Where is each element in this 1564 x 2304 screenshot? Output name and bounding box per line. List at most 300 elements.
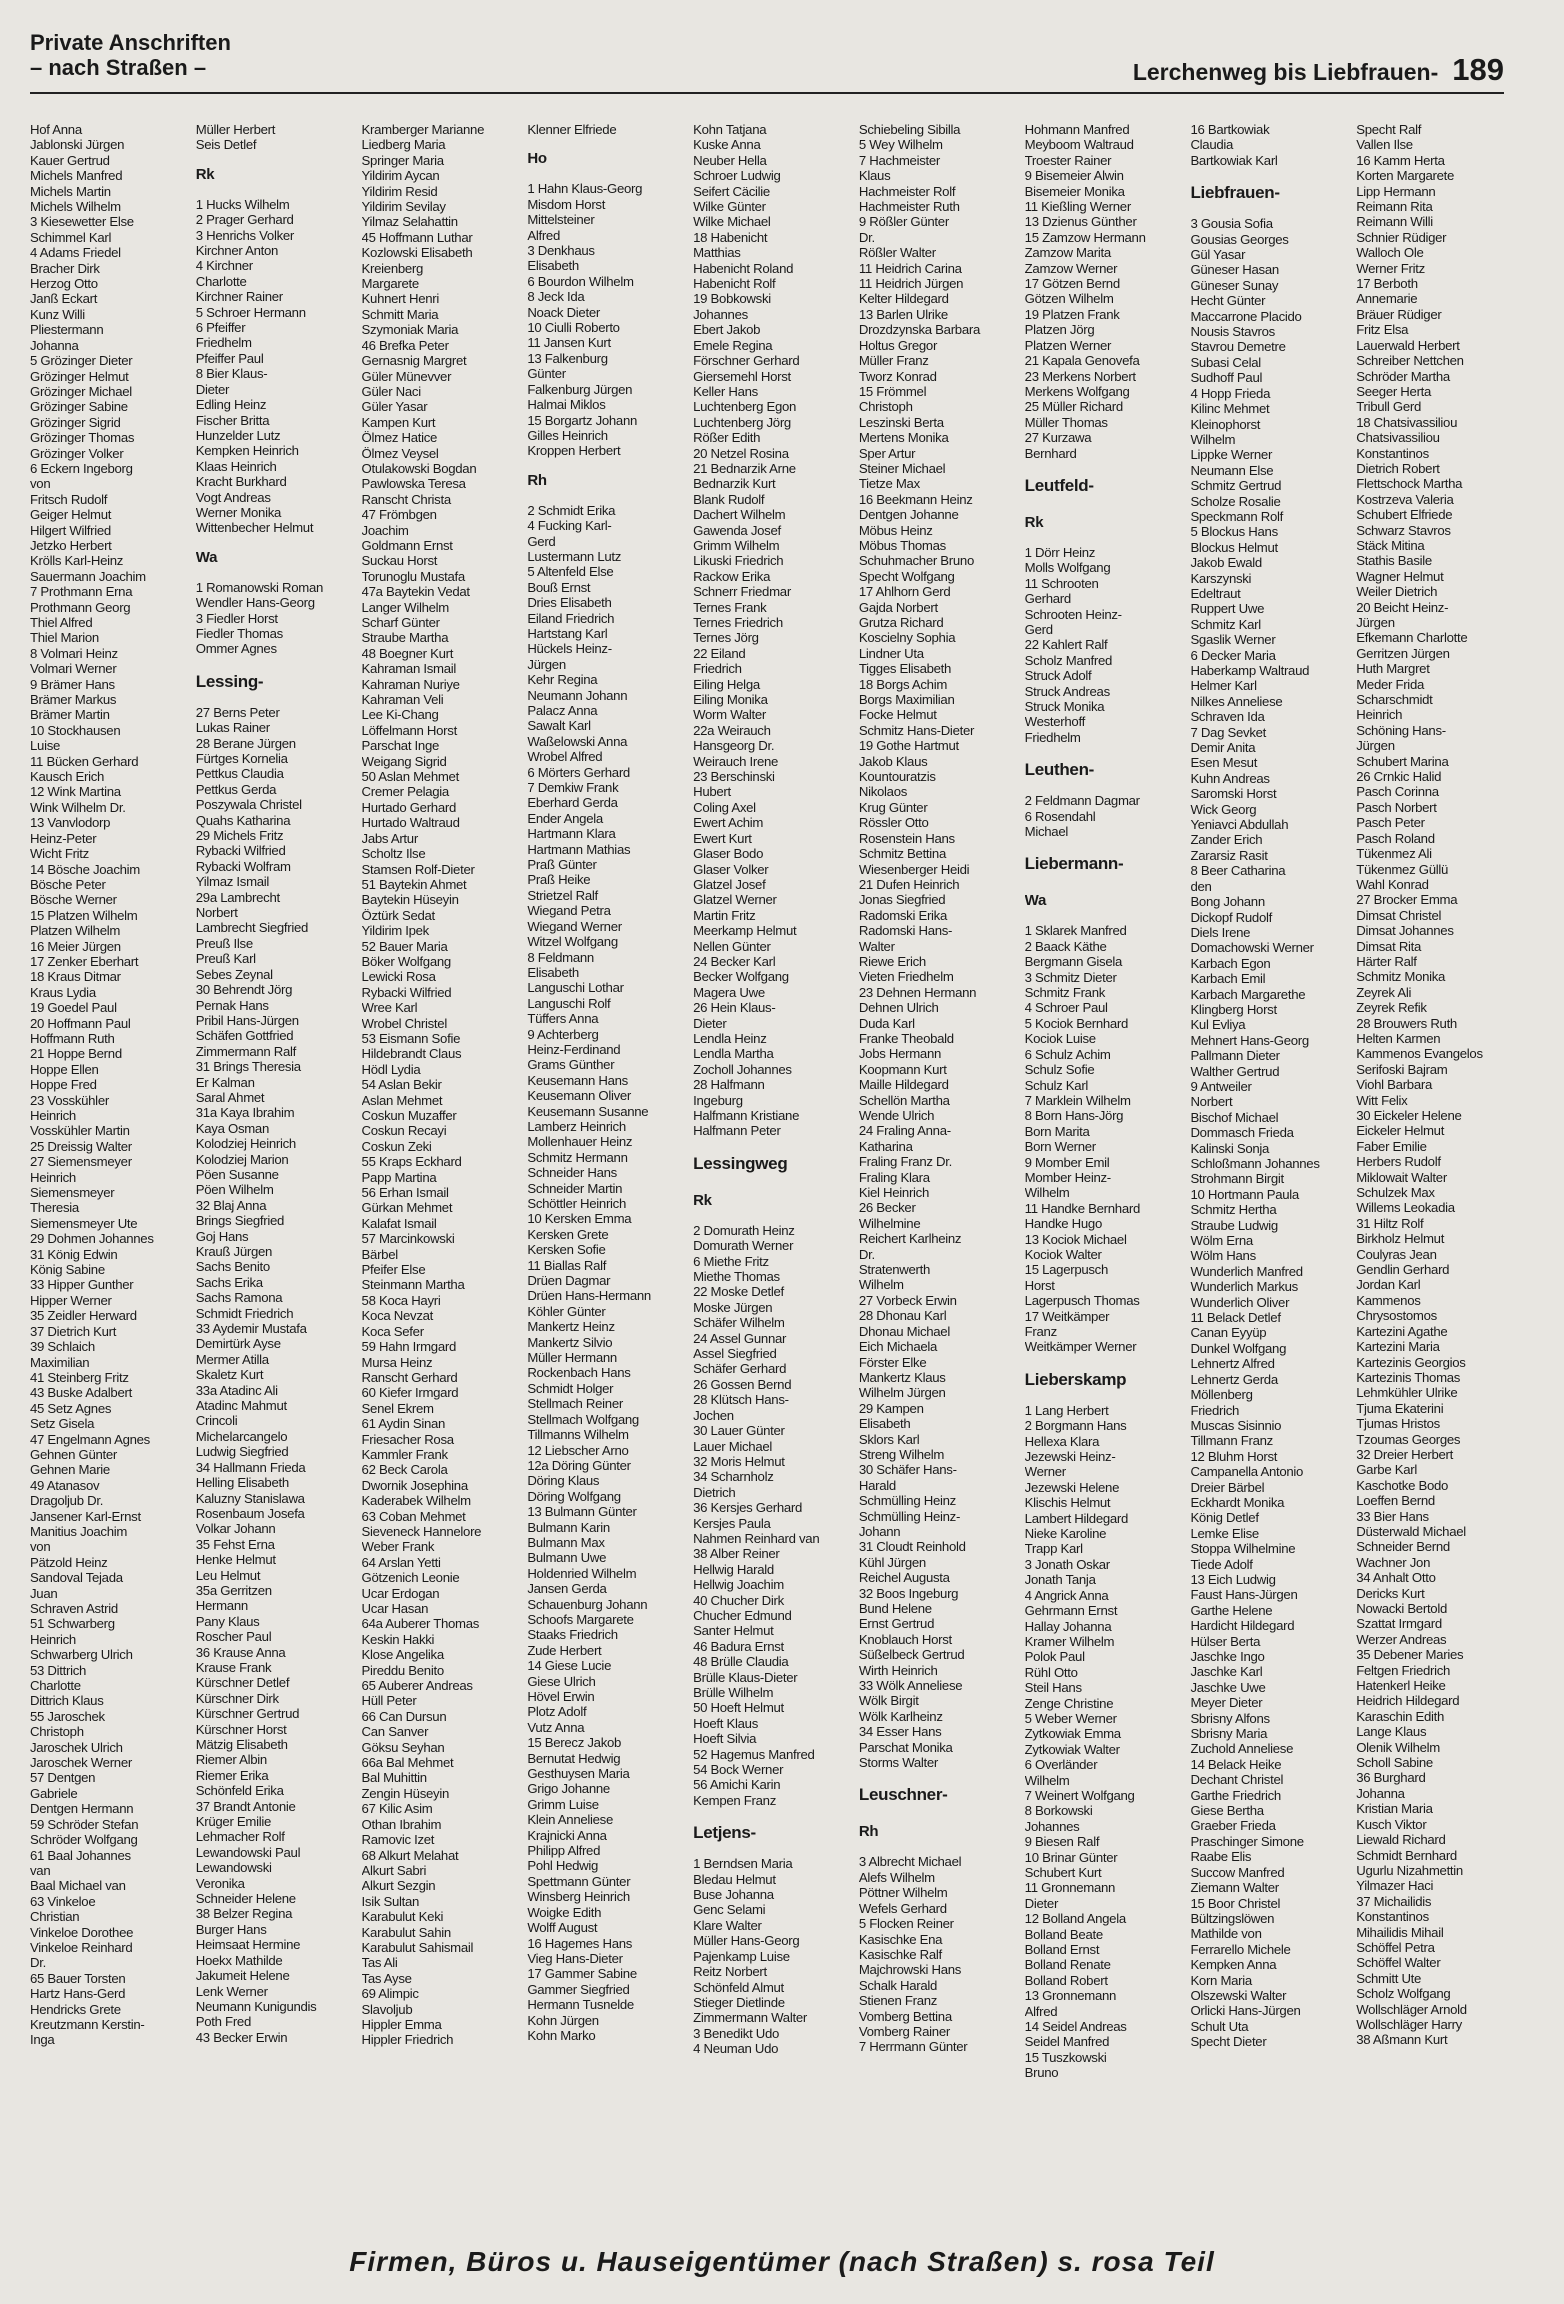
resident-entry: Klaas Heinrich: [195, 458, 277, 474]
resident-entry: Ludwig Siegfried: [195, 1444, 289, 1460]
resident-entry: Schöning Hans-: [1356, 722, 1446, 738]
resident-entry: Hartstang Karl: [527, 625, 608, 641]
resident-entry: Walter: [858, 938, 895, 954]
resident-entry: Zararsiz Rasit: [1190, 847, 1268, 863]
resident-entry: Müller Hermann: [527, 1350, 617, 1366]
resident-entry: Kuhn Andreas: [1190, 770, 1270, 786]
resident-entry: Theresia: [30, 1200, 79, 1216]
resident-entry: 50 Aslan Mehmet: [361, 769, 459, 785]
resident-entry: 28 Halfmann: [693, 1077, 765, 1093]
resident-entry: Yilmazer Haci: [1356, 1878, 1434, 1894]
resident-entry: 30 Lauer Günter: [693, 1423, 785, 1439]
resident-entry: Hückels Heinz-: [527, 641, 612, 657]
resident-entry: Mankertz Heinz: [527, 1319, 615, 1335]
resident-entry: Pawlowska Teresa: [361, 476, 466, 492]
resident-entry: Becker Wolfgang: [693, 969, 789, 985]
district-code: Rh: [858, 1823, 879, 1841]
resident-entry: Kramberger Marianne: [361, 122, 485, 137]
resident-entry: 28 Klütsch Hans-: [693, 1392, 789, 1408]
resident-entry: 25 Müller Richard: [1024, 399, 1123, 415]
resident-entry: Stienen Franz: [858, 1993, 938, 2009]
resident-entry: Wolff August: [527, 1920, 598, 1936]
resident-entry: Dimsat Rita: [1356, 938, 1422, 954]
resident-entry: Bültzingslöwen: [1190, 1910, 1275, 1926]
resident-entry: Siemensmeyer Ute: [30, 1215, 138, 1231]
resident-entry: Fischer Britta: [195, 412, 270, 428]
resident-entry: 9 Rößler Günter: [858, 214, 949, 230]
resident-entry: Wölm Hans: [1190, 1248, 1256, 1264]
resident-entry: Pfeiffer Paul: [195, 350, 264, 366]
resident-entry: Möllenberg: [1190, 1387, 1253, 1403]
resident-entry: Keusemann Susanne: [527, 1103, 649, 1119]
resident-entry: 29 Michels Fritz: [195, 828, 284, 844]
resident-entry: Hof Anna: [30, 122, 82, 137]
spacer: [1190, 168, 1348, 176]
resident-entry: 47 Engelmann Agnes: [30, 1431, 150, 1447]
resident-entry: Speckmann Rolf: [1190, 508, 1283, 524]
resident-entry: Schrooten Heinz-: [1024, 606, 1122, 622]
resident-entry: Glatzel Werner: [693, 892, 777, 908]
resident-entry: Kasischke Ralf: [858, 1946, 942, 1962]
resident-entry: 27 Vorbeck Erwin: [858, 1292, 957, 1308]
resident-entry: Lange Klaus: [1356, 1724, 1427, 1740]
resident-entry: 45 Setz Agnes: [30, 1400, 112, 1416]
resident-entry: Pettkus Gerda: [195, 781, 277, 797]
resident-entry: Fürtges Kornelia: [195, 751, 288, 766]
resident-entry: Elisabeth: [858, 1416, 911, 1432]
resident-entry: Bulmann Karin: [527, 1519, 610, 1535]
resident-entry: Bulmann Max: [527, 1534, 605, 1550]
resident-entry: Kociok Luise: [1024, 1031, 1096, 1047]
resident-entry: Reitz Norbert: [693, 1964, 767, 1980]
resident-entry: Jonath Tanja: [1024, 1572, 1096, 1588]
resident-entry: Maccarrone Placido: [1190, 308, 1302, 324]
resident-entry: Nikolaos: [858, 784, 908, 800]
resident-entry: Eiling Monika: [693, 692, 768, 708]
resident-entry: Zeyrek Ali: [1356, 984, 1412, 1000]
resident-entry: Duda Karl: [858, 1015, 915, 1031]
resident-entry: Hoeft Klaus: [693, 1715, 758, 1731]
resident-entry: Raabe Elis: [1190, 1849, 1252, 1865]
resident-entry: 19 Gothe Hartmut: [858, 738, 959, 754]
resident-entry: Blank Rudolf: [693, 491, 765, 507]
resident-entry: Kammler Frank: [361, 1446, 448, 1462]
resident-entry: 13 Barlen Ulrike: [858, 306, 948, 322]
resident-entry: Vieg Hans-Dieter: [527, 1950, 623, 1966]
resident-entry: Thiel Marion: [30, 630, 99, 646]
resident-entry: Sudhoff Paul: [1190, 370, 1263, 386]
resident-entry: Holdenried Wilhelm: [527, 1565, 637, 1581]
district-code: Wa: [1024, 892, 1046, 910]
district-code: Wa: [195, 548, 218, 566]
resident-entry: 29 Kampen: [858, 1400, 924, 1416]
resident-entry: Krug Günter: [858, 799, 928, 815]
resident-entry: Schalk Harald: [858, 1977, 938, 1993]
resident-entry: Merkens Wolfgang: [1024, 383, 1130, 399]
resident-entry: Praß Günter: [527, 857, 597, 873]
resident-entry: Bund Helene: [858, 1601, 932, 1616]
resident-entry: Matthias: [693, 245, 741, 261]
resident-entry: Schöffel Walter: [1356, 1955, 1441, 1971]
resident-entry: Ternes Friedrich: [693, 615, 783, 630]
spacer: [1025, 879, 1183, 887]
resident-entry: Heinrich: [30, 1108, 76, 1123]
resident-entry: Claudia: [1190, 137, 1234, 153]
resident-entry: Rybacki Wilfried: [195, 843, 286, 859]
resident-entry: Ebert Jakob: [693, 322, 761, 338]
resident-entry: 10 Kersken Emma: [527, 1211, 632, 1227]
resident-entry: Meerkamp Helmut: [693, 923, 797, 939]
resident-entry: Ölmez Veysel: [361, 445, 439, 461]
resident-entry: Troester Rainer: [1024, 152, 1112, 168]
resident-entry: Esen Mesut: [1190, 755, 1258, 771]
resident-entry: Bösche Peter: [30, 876, 106, 892]
resident-entry: Schubert Kurt: [1024, 1865, 1102, 1880]
resident-entry: 8 Bier Klaus-: [195, 366, 268, 382]
resident-entry: Vieten Friedhelm: [858, 969, 954, 985]
resident-entry: den: [1190, 878, 1212, 894]
resident-entry: Witzel Wolfgang: [527, 934, 618, 950]
resident-entry: Philipp Alfred: [527, 1843, 601, 1859]
resident-entry: Wree Karl: [361, 1000, 418, 1016]
resident-entry: Schmülling Heinz: [858, 1493, 956, 1509]
resident-entry: Jabs Artur: [361, 830, 418, 846]
resident-entry: 30 Behrendt Jörg: [195, 982, 293, 998]
resident-entry: Helling Elisabeth: [195, 1475, 289, 1491]
resident-entry: 3 Gousia Sofia: [1190, 216, 1273, 232]
resident-entry: Schmitz Hermann: [527, 1149, 628, 1165]
resident-entry: Miethe Thomas: [693, 1269, 780, 1285]
resident-entry: Krüger Emilie: [195, 1814, 272, 1830]
resident-entry: Gerd: [1024, 621, 1053, 637]
resident-entry: Reimann Willi: [1356, 214, 1433, 230]
resident-entry: Kauer Gertrud: [30, 152, 110, 168]
resident-entry: Wunderlich Oliver: [1190, 1294, 1290, 1310]
resident-entry: 16 Meier Jürgen: [30, 938, 121, 954]
resident-entry: 37 Michailidis: [1356, 1893, 1432, 1909]
resident-entry: Gerhard: [1024, 591, 1071, 607]
resident-entry: Förschner Gerhard: [693, 353, 800, 369]
resident-entry: Charlotte: [30, 1678, 81, 1694]
resident-entry: 11 Kießling Werner: [1024, 199, 1131, 215]
resident-entry: 41 Steinberg Fritz: [30, 1369, 129, 1385]
resident-entry: Krölls Karl-Heinz: [30, 553, 124, 569]
resident-entry: 16 Bartkowiak: [1190, 122, 1270, 137]
resident-entry: 14 Bösche Joachim: [30, 861, 140, 877]
resident-entry: Dentgen Johanne: [858, 507, 959, 523]
resident-entry: 64a Auberer Thomas: [361, 1616, 480, 1632]
resident-entry: Likuski Friedrich: [693, 553, 784, 569]
resident-entry: Dwornik Josephina: [361, 1477, 468, 1493]
resident-entry: Johann: [858, 1523, 901, 1539]
resident-entry: Riemer Erika: [195, 1767, 269, 1783]
resident-entry: Moske Jürgen: [693, 1299, 773, 1315]
resident-entry: Worm Walter: [693, 707, 767, 723]
resident-entry: Dieter: [693, 1015, 727, 1031]
resident-entry: 3 Fiedler Horst: [195, 610, 278, 626]
resident-entry: Müller Hans-Georg: [693, 1933, 800, 1949]
resident-entry: Garbe Karl: [1356, 1462, 1417, 1478]
resident-entry: Dechant Christel: [1190, 1772, 1284, 1788]
spacer: [527, 459, 685, 467]
resident-entry: Witt Felix: [1356, 1092, 1408, 1108]
resident-entry: Fritz Elsa: [1356, 322, 1409, 338]
resident-entry: Pasch Norbert: [1356, 799, 1437, 815]
resident-entry: 61 Aydin Sinan: [361, 1416, 446, 1432]
resident-entry: Rosenbaum Josefa: [195, 1505, 305, 1521]
resident-entry: Pfeifer Else: [361, 1262, 426, 1278]
resident-entry: Languschi Lothar: [527, 980, 624, 996]
resident-entry: Grözinger Thomas: [30, 430, 135, 446]
resident-entry: Schmitz Hertha: [1190, 1202, 1277, 1218]
resident-entry: Eiling Helga: [693, 676, 760, 692]
resident-entry: Pöen Wilhelm: [195, 1182, 274, 1198]
resident-entry: Sgaslik Werner: [1190, 632, 1276, 648]
resident-entry: Tas Ali: [361, 1955, 398, 1971]
resident-entry: Scholl Sabine: [1356, 1755, 1433, 1771]
resident-entry: Hatenkerl Heike: [1356, 1678, 1446, 1694]
resident-entry: Bernhard: [1024, 445, 1077, 461]
resident-entry: Norbert: [195, 905, 238, 921]
resident-entry: Klingberg Horst: [1190, 1001, 1277, 1017]
district-code: Rh: [527, 471, 547, 489]
resident-entry: 3 Jonath Oskar: [1024, 1556, 1110, 1572]
resident-entry: Lendla Heinz: [693, 1030, 767, 1046]
resident-entry: 2 Domurath Heinz: [693, 1222, 795, 1238]
resident-entry: Seidel Manfred: [1024, 2034, 1110, 2050]
resident-entry: Wende Ulrich: [858, 1108, 935, 1123]
resident-entry: Torunoglu Mustafa: [361, 568, 465, 584]
resident-entry: Strohmann Birgit: [1190, 1171, 1284, 1187]
spacer: [196, 153, 354, 161]
resident-entry: Henke Helmut: [195, 1552, 276, 1568]
resident-entry: Hardicht Hildegard: [1190, 1618, 1295, 1634]
resident-entry: Koscielny Sophia: [858, 630, 956, 646]
spacer: [693, 1808, 851, 1816]
resident-entry: Kelter Hildegard: [858, 291, 949, 307]
resident-entry: Specht Ralf: [1356, 122, 1422, 137]
resident-entry: Schröder Wolfgang: [30, 1832, 138, 1848]
resident-entry: Kunz Willi: [30, 306, 85, 322]
resident-entry: Alkurt Sabri: [361, 1862, 427, 1878]
resident-entry: 31 Hiltz Rolf: [1356, 1215, 1424, 1231]
resident-entry: Wilhelm: [1024, 1772, 1070, 1788]
resident-entry: Aslan Mehmet: [361, 1092, 443, 1108]
resident-entry: Wilhelm Jürgen: [858, 1385, 946, 1401]
resident-entry: Weitkämper Werner: [1024, 1339, 1137, 1355]
resident-entry: Stellmach Wolfgang: [527, 1411, 639, 1427]
resident-entry: Wagner Helmut: [1356, 568, 1444, 584]
resident-entry: Güneser Sunay: [1190, 277, 1279, 293]
resident-entry: Hermann Tusnelde: [527, 1997, 634, 2013]
resident-entry: Klenner Elfriede: [527, 122, 617, 137]
resident-entry: Dachert Wilhelm: [693, 507, 786, 523]
street-heading: Letjens-: [693, 1823, 756, 1843]
street-heading: Lessing-: [195, 671, 264, 691]
directory-column: [1356, 122, 1514, 2222]
resident-entry: Hoppe Fred: [30, 1077, 97, 1093]
resident-entry: Güler Yasar: [361, 399, 428, 415]
resident-entry: Walloch Ole: [1356, 245, 1424, 261]
resident-entry: Riewe Erich: [858, 953, 926, 969]
resident-entry: 35a Gerritzen: [195, 1582, 272, 1598]
resident-entry: Praß Heike: [527, 872, 591, 888]
resident-entry: 32 Blaj Anna: [195, 1197, 267, 1213]
resident-entry: Tas Ayse: [361, 1970, 412, 1986]
resident-entry: Habenicht Rolf: [693, 276, 776, 292]
resident-entry: Ommer Agnes: [195, 641, 277, 657]
resident-entry: Schmidt Bernhard: [1356, 1847, 1457, 1863]
resident-entry: Misdom Horst: [527, 196, 606, 212]
resident-entry: 57 Marcinkowski: [361, 1231, 455, 1247]
resident-entry: Jakumeit Helene: [195, 1968, 290, 1984]
resident-entry: Güler Naci: [361, 383, 421, 399]
resident-entry: Johannes: [1024, 1818, 1080, 1834]
resident-entry: 9 Momber Emil: [1024, 1154, 1110, 1170]
resident-entry: Herzog Otto: [30, 276, 98, 292]
resident-entry: Rössler Otto: [858, 815, 929, 831]
resident-entry: Wollschläger Harry: [1356, 2016, 1462, 2032]
resident-entry: Momber Heinz-: [1024, 1169, 1111, 1185]
district-code: Rk: [195, 165, 215, 183]
resident-entry: Goldmann Ernst: [361, 537, 453, 553]
resident-entry: Kahraman Nuriye: [361, 676, 460, 692]
resident-entry: Eberhard Gerda: [527, 795, 618, 811]
resident-entry: Pany Klaus: [195, 1613, 260, 1629]
resident-entry: Konstantinos: [1356, 445, 1429, 461]
resident-entry: Struck Adolf: [1024, 668, 1092, 684]
resident-entry: 2 Schmidt Erika: [527, 502, 616, 518]
resident-entry: Scholz Wolfgang: [1356, 1986, 1451, 2002]
resident-entry: Wink Wilhelm Dr.: [30, 799, 126, 815]
resident-entry: Demir Anita: [1190, 740, 1256, 756]
resident-entry: Hoppe Ellen: [30, 1061, 99, 1077]
resident-entry: Keusemann Hans: [527, 1072, 628, 1088]
resident-entry: 9 Antweiler: [1190, 1078, 1252, 1094]
resident-entry: Strietzel Ralf: [527, 887, 598, 903]
resident-entry: 9 Bisemeier Alwin: [1024, 168, 1124, 184]
resident-entry: Johannes: [693, 306, 748, 322]
resident-entry: Jordan Karl: [1356, 1277, 1421, 1293]
spacer: [1025, 1395, 1183, 1403]
resident-entry: Ferrarello Michele: [1190, 1941, 1291, 1957]
resident-entry: Kahraman Veli: [361, 692, 444, 708]
resident-entry: Succow Manfred: [1190, 1864, 1285, 1880]
resident-entry: 18 Borgs Achim: [858, 676, 948, 692]
resident-entry: Dr.: [858, 229, 875, 245]
resident-entry: Neuber Hella: [693, 152, 767, 168]
spacer: [1025, 745, 1183, 753]
resident-entry: Schulz Karl: [1024, 1077, 1089, 1093]
resident-entry: Tietze Max: [858, 476, 920, 492]
resident-entry: 21 Dufen Heinrich: [858, 876, 960, 892]
resident-entry: Friedrich: [693, 661, 742, 677]
resident-entry: Diels Irene: [1190, 924, 1251, 940]
resident-entry: Sauermann Joachim: [30, 568, 146, 584]
resident-entry: Tillmann Franz: [1190, 1433, 1273, 1449]
resident-entry: 6 Pfeiffer: [195, 320, 246, 336]
resident-entry: van: [30, 1862, 51, 1878]
resident-entry: Hellexa Klara: [1024, 1433, 1100, 1449]
resident-entry: Hendricks Grete: [30, 2001, 121, 2017]
resident-entry: Mehnert Hans-Georg: [1190, 1032, 1309, 1048]
resident-entry: Giese Bertha: [1190, 1803, 1264, 1819]
resident-entry: Yilmaz Ismail: [195, 874, 270, 890]
resident-entry: Dr.: [858, 1246, 875, 1262]
resident-entry: 13 Dzienus Günther: [1024, 214, 1137, 230]
spacer: [693, 1179, 851, 1187]
resident-entry: 1 Berndsen Maria: [693, 1856, 793, 1872]
resident-entry: Dentgen Hermann: [30, 1801, 134, 1817]
resident-entry: Hurtado Waltraud: [361, 815, 460, 831]
resident-entry: Preuß Karl: [195, 951, 256, 967]
resident-entry: Schubert Marina: [1356, 753, 1449, 769]
street-heading: Liebermann-: [1024, 854, 1124, 874]
resident-entry: Tigges Elisabeth: [858, 661, 952, 677]
resident-entry: Kempen Franz: [693, 1792, 777, 1808]
resident-entry: Habenicht Roland: [693, 260, 794, 276]
resident-entry: 15 Lagerpusch: [1024, 1262, 1109, 1278]
resident-entry: Lambert Hildegard: [1024, 1510, 1129, 1526]
resident-entry: Vallen Ilse: [1356, 137, 1413, 153]
resident-entry: Elisabeth: [527, 964, 579, 980]
resident-entry: Magera Uwe: [693, 984, 765, 1000]
resident-entry: Kaluzny Stanislawa: [195, 1490, 305, 1506]
resident-entry: Kammenos: [1356, 1292, 1421, 1308]
resident-entry: Cremer Pelagia: [361, 784, 449, 800]
page-number: 189: [1452, 52, 1504, 87]
resident-entry: Keusemann Oliver: [527, 1088, 632, 1104]
resident-entry: Schimmel Karl: [30, 229, 112, 245]
resident-entry: Kraus Lydia: [30, 984, 96, 1000]
resident-entry: Kausch Erich: [30, 769, 105, 785]
resident-entry: 34 Scharnholz: [693, 1469, 774, 1485]
district-code: Rk: [693, 1191, 712, 1209]
resident-entry: Klose Angelika: [361, 1647, 444, 1663]
resident-entry: Kartezini Agathe: [1356, 1323, 1448, 1339]
resident-entry: Pöen Susanne: [195, 1166, 279, 1182]
resident-entry: Scholze Rosalie: [1190, 493, 1281, 509]
resident-entry: Maximilian: [30, 1354, 90, 1370]
resident-entry: Reimann Rita: [1356, 199, 1433, 215]
resident-entry: Chatsivassiliou: [1356, 430, 1440, 446]
resident-entry: Friedhelm: [195, 335, 252, 351]
resident-entry: Neumann Else: [1190, 462, 1274, 478]
resident-entry: 37 Brandt Antonie: [195, 1798, 296, 1814]
resident-entry: Gehnen Marie: [30, 1462, 110, 1478]
resident-entry: Schwarz Stavros: [1356, 522, 1451, 538]
resident-entry: Charlotte: [195, 273, 247, 289]
resident-entry: Kartezinis Thomas: [1356, 1369, 1461, 1385]
resident-entry: Straube Ludwig: [1190, 1217, 1278, 1233]
resident-entry: 6 Mörters Gerhard: [527, 764, 630, 780]
resident-entry: Christoph: [858, 399, 913, 415]
section-title-line2: – nach Straßen –: [30, 55, 207, 80]
resident-entry: Wölm Erna: [1190, 1233, 1253, 1249]
resident-entry: Sbrisny Alfons: [1190, 1710, 1270, 1726]
resident-entry: Hellwig Joachim: [693, 1577, 784, 1593]
resident-entry: Hohmann Manfred: [1024, 122, 1130, 137]
resident-entry: Wirth Heinrich: [858, 1662, 938, 1678]
resident-entry: Grözinger Michael: [30, 383, 132, 399]
resident-entry: Can Sanver: [361, 1724, 429, 1740]
resident-entry: 58 Koca Hayri: [361, 1292, 441, 1308]
resident-entry: Düsterwald Michael: [1356, 1523, 1466, 1539]
directory-column: [362, 122, 520, 2222]
street-range-label: Lerchenweg bis Liebfrauen-: [1132, 59, 1439, 85]
resident-entry: Wrobel Christel: [361, 1015, 447, 1031]
resident-entry: Zamzow Marita: [1024, 245, 1111, 261]
